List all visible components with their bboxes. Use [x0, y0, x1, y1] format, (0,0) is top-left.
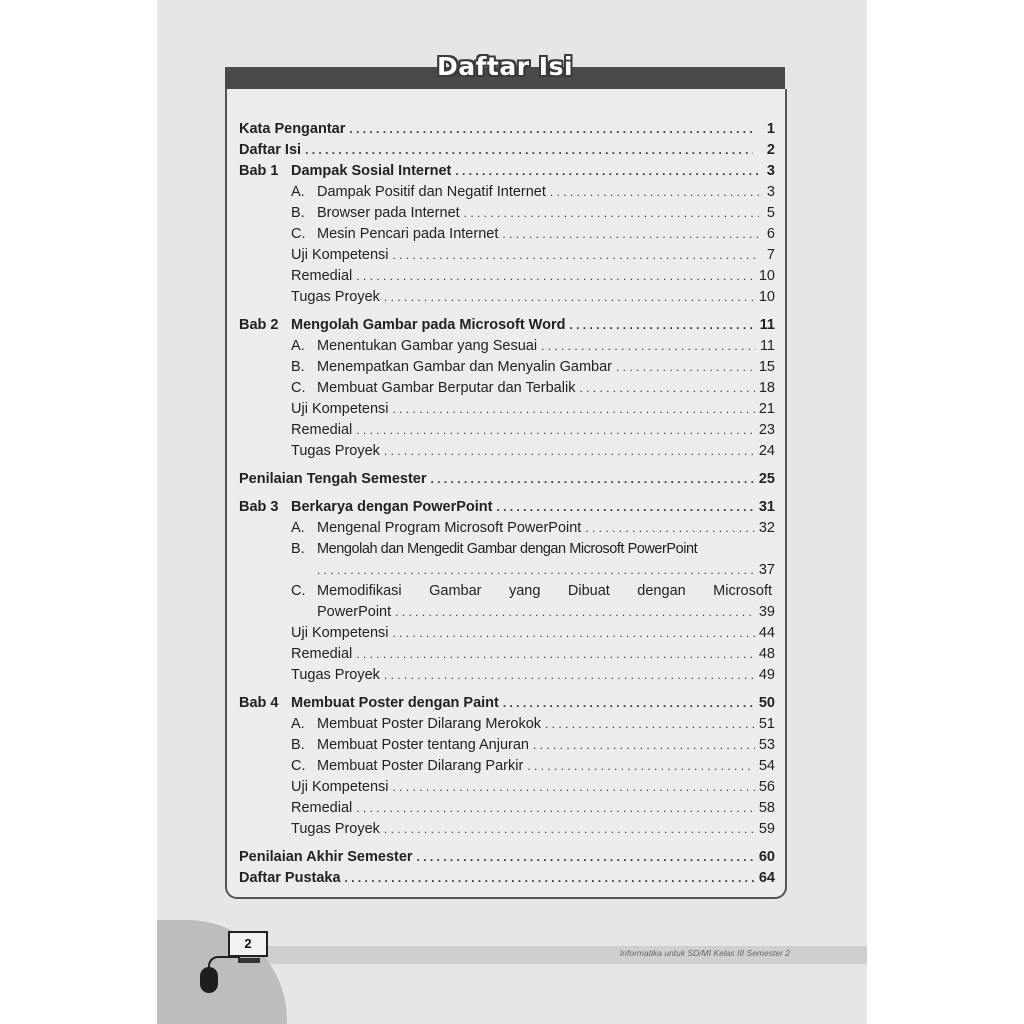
monitor-icon: [228, 931, 268, 957]
toc-entry-bab-3-uji[interactable]: [239, 623, 775, 644]
toc-entry-bab-4-remedial[interactable]: [239, 798, 775, 819]
entry-page: 24: [758, 443, 775, 459]
dot-leader: [345, 868, 755, 889]
toc-entry-daftar-pustaka[interactable]: [239, 868, 775, 889]
entry-label: Tugas Proyek: [291, 443, 380, 459]
entry-page: 51: [758, 716, 775, 732]
entry-label: Remedial: [291, 646, 353, 662]
dot-leader: [455, 161, 759, 182]
entry-label: Uji Kompetensi: [291, 401, 389, 417]
toc-entry-bab-2-c[interactable]: [239, 378, 775, 399]
entry-label: Menentukan Gambar yang Sesuai: [317, 338, 538, 354]
entry-label-cont: PowerPoint: [317, 604, 392, 620]
dot-leader: [356, 420, 755, 441]
toc-entry-bab-3-remedial[interactable]: [239, 644, 775, 665]
toc-entry-bab-2-tugas[interactable]: [239, 441, 775, 462]
toc-entry-bab-3-c-cont[interactable]: [239, 602, 775, 623]
entry-page: 58: [758, 800, 775, 816]
dot-leader: [550, 182, 763, 203]
entry-label: Dampak Sosial Internet: [291, 163, 452, 179]
toc-entry-bab-4-b[interactable]: [239, 735, 775, 756]
entry-label: Uji Kompetensi: [291, 779, 389, 795]
entry-label: Mengenal Program Microsoft PowerPoint: [317, 520, 582, 536]
entry-label: Remedial: [291, 800, 353, 816]
toc-entry-penilaian-tengah[interactable]: [239, 469, 775, 490]
entry-label: Tugas Proyek: [291, 821, 380, 837]
entry-label: Tugas Proyek: [291, 667, 380, 683]
entry-label: Membuat Poster dengan Paint: [291, 695, 499, 711]
entry-label: Membuat Gambar Berputar dan Terbalik: [317, 380, 576, 396]
dot-leader: [533, 735, 755, 756]
toc-entry-bab-3-tugas[interactable]: [239, 665, 775, 686]
entry-label: Membuat Poster Dilarang Parkir: [317, 758, 524, 774]
entry-label: Remedial: [291, 268, 353, 284]
entry-page: 11: [759, 317, 775, 333]
entry-page: 54: [758, 758, 775, 774]
entry-label: Mengolah dan Mengedit Gambar dengan Microsoft PowerPoint: [317, 541, 698, 557]
dot-leader: [305, 140, 753, 161]
dot-leader: [356, 644, 755, 665]
entry-label: Uji Kompetensi: [291, 247, 389, 263]
entry-page: 44: [758, 625, 775, 641]
toc-entry-bab-2-b[interactable]: [239, 357, 775, 378]
entry-label: Kata Pengantar: [239, 121, 346, 137]
section-letter: C.: [291, 758, 306, 774]
entry-page: 37: [758, 562, 775, 578]
entry-label: Daftar Pustaka: [239, 870, 341, 886]
chapter-number: Bab 3: [239, 499, 279, 515]
entry-page: 2: [766, 142, 775, 158]
entry-page: 21: [758, 401, 775, 417]
toc-entry-bab-4-tugas[interactable]: [239, 819, 775, 840]
dot-leader: [393, 245, 757, 266]
dot-leader: [541, 336, 756, 357]
toc-entry-penilaian-akhir[interactable]: [239, 847, 775, 868]
chapter-number: Bab 4: [239, 695, 279, 711]
toc-entry-daftar-isi[interactable]: [239, 140, 775, 161]
entry-page: 15: [758, 359, 775, 375]
section-letter: A.: [291, 716, 305, 732]
dot-leader: [502, 224, 760, 245]
entry-label: Menempatkan Gambar dan Menyalin Gambar: [317, 359, 612, 375]
entry-page: 11: [759, 338, 775, 354]
toc-entry-bab-1-tugas[interactable]: [239, 287, 775, 308]
entry-page: 5: [766, 205, 775, 221]
footer-book-title: Informatika untuk SD/MI Kelas III Semester 2: [619, 948, 790, 958]
toc-entry-bab-3-b[interactable]: [239, 539, 775, 560]
toc-entry-bab-1-b[interactable]: [239, 203, 775, 224]
dot-leader: [395, 602, 755, 623]
toc-entry-bab-1-c[interactable]: [239, 224, 775, 245]
mouse-icon: [200, 967, 218, 993]
dot-leader: [503, 693, 755, 714]
section-letter: A.: [291, 184, 305, 200]
entry-page: 31: [758, 499, 775, 515]
entry-label: Dampak Positif dan Negatif Internet: [317, 184, 546, 200]
page-title: Daftar Isi: [436, 52, 574, 81]
dot-leader: [393, 399, 755, 420]
toc-entry-bab-2[interactable]: [239, 315, 775, 336]
entry-page: 39: [758, 604, 775, 620]
entry-page: 10: [758, 268, 775, 284]
dot-leader: [417, 847, 755, 868]
entry-label: Berkarya dengan PowerPoint: [291, 499, 493, 515]
entry-label: Memodifikasi Gambar yang Dibuat dengan Microsoft: [317, 583, 772, 599]
entry-page: 59: [758, 821, 775, 837]
dot-leader: [356, 798, 755, 819]
toc-entry-bab-4-uji[interactable]: [239, 777, 775, 798]
dot-leader: [527, 756, 755, 777]
entry-label: Membuat Poster Dilarang Merokok: [317, 716, 542, 732]
entry-page: 50: [758, 695, 775, 711]
toc-entry-bab-3-c[interactable]: [239, 581, 775, 602]
toc-entry-bab-2-a[interactable]: [239, 336, 775, 357]
section-letter: B.: [291, 359, 305, 375]
toc-entry-bab-1[interactable]: [239, 161, 775, 182]
toc-entry-bab-1-remedial[interactable]: [239, 266, 775, 287]
entry-page: 64: [758, 870, 775, 886]
toc-entry-bab-3-b-cont[interactable]: [239, 560, 775, 581]
section-letter: C.: [291, 583, 306, 599]
entry-page: 32: [758, 520, 775, 536]
entry-page: 60: [758, 849, 775, 865]
dot-leader: [317, 560, 754, 581]
section-letter: A.: [291, 338, 305, 354]
monitor-stand: [238, 958, 260, 963]
section-letter: C.: [291, 226, 306, 242]
section-letter: C.: [291, 380, 306, 396]
entry-label: Membuat Poster tentang Anjuran: [317, 737, 529, 753]
entry-label: Browser pada Internet: [317, 205, 460, 221]
dot-leader: [431, 469, 755, 490]
entry-page: 25: [758, 471, 775, 487]
dot-leader: [464, 203, 760, 224]
entry-label: Tugas Proyek: [291, 289, 380, 305]
entry-page: 1: [766, 121, 775, 137]
section-letter: B.: [291, 205, 305, 221]
entry-page: 48: [758, 646, 775, 662]
entry-label: Remedial: [291, 422, 353, 438]
entry-label: Uji Kompetensi: [291, 625, 389, 641]
dot-leader: [616, 357, 755, 378]
entry-page: 3: [766, 184, 775, 200]
entry-page: 49: [758, 667, 775, 683]
chapter-number: Bab 1: [239, 163, 279, 179]
section-letter: B.: [291, 541, 305, 557]
dot-leader: [393, 623, 755, 644]
entry-label: Mesin Pencari pada Internet: [317, 226, 499, 242]
toc-entry-bab-1-a[interactable]: [239, 182, 775, 203]
table-of-contents: [239, 119, 775, 889]
section-letter: A.: [291, 520, 305, 536]
entry-page: 53: [758, 737, 775, 753]
entry-page: 23: [758, 422, 775, 438]
entry-page: 6: [766, 226, 775, 242]
dot-leader: [384, 441, 755, 462]
dot-leader: [585, 518, 755, 539]
entry-page: 7: [766, 247, 775, 263]
toc-entry-bab-4-a[interactable]: [239, 714, 775, 735]
entry-label: Penilaian Tengah Semester: [239, 471, 427, 487]
page-number: 2: [244, 936, 252, 951]
entry-label: Mengolah Gambar pada Microsoft Word: [291, 317, 566, 333]
entry-label: Daftar Isi: [239, 142, 302, 158]
entry-page: 10: [758, 289, 775, 305]
entry-page: 56: [758, 779, 775, 795]
toc-entry-bab-3[interactable]: [239, 497, 775, 518]
toc-entry-kata-pengantar[interactable]: [239, 119, 775, 140]
dot-leader: [569, 315, 755, 336]
chapter-number: Bab 2: [239, 317, 279, 333]
toc-entry-bab-2-remedial[interactable]: [239, 420, 775, 441]
dot-leader: [579, 378, 754, 399]
toc-entry-bab-4-c[interactable]: [239, 756, 775, 777]
entry-page: 18: [758, 380, 775, 396]
dot-leader: [545, 714, 755, 735]
dot-leader: [384, 665, 755, 686]
dot-leader: [393, 777, 755, 798]
dot-leader: [349, 119, 754, 140]
toc-entry-bab-1-uji[interactable]: [239, 245, 775, 266]
dot-leader: [496, 497, 754, 518]
entry-page: 3: [766, 163, 775, 179]
entry-label: Penilaian Akhir Semester: [239, 849, 413, 865]
toc-entry-bab-3-a[interactable]: [239, 518, 775, 539]
dot-leader: [384, 287, 755, 308]
dot-leader: [356, 266, 755, 287]
toc-entry-bab-4[interactable]: [239, 693, 775, 714]
section-letter: B.: [291, 737, 305, 753]
toc-entry-bab-2-uji[interactable]: [239, 399, 775, 420]
dot-leader: [384, 819, 755, 840]
